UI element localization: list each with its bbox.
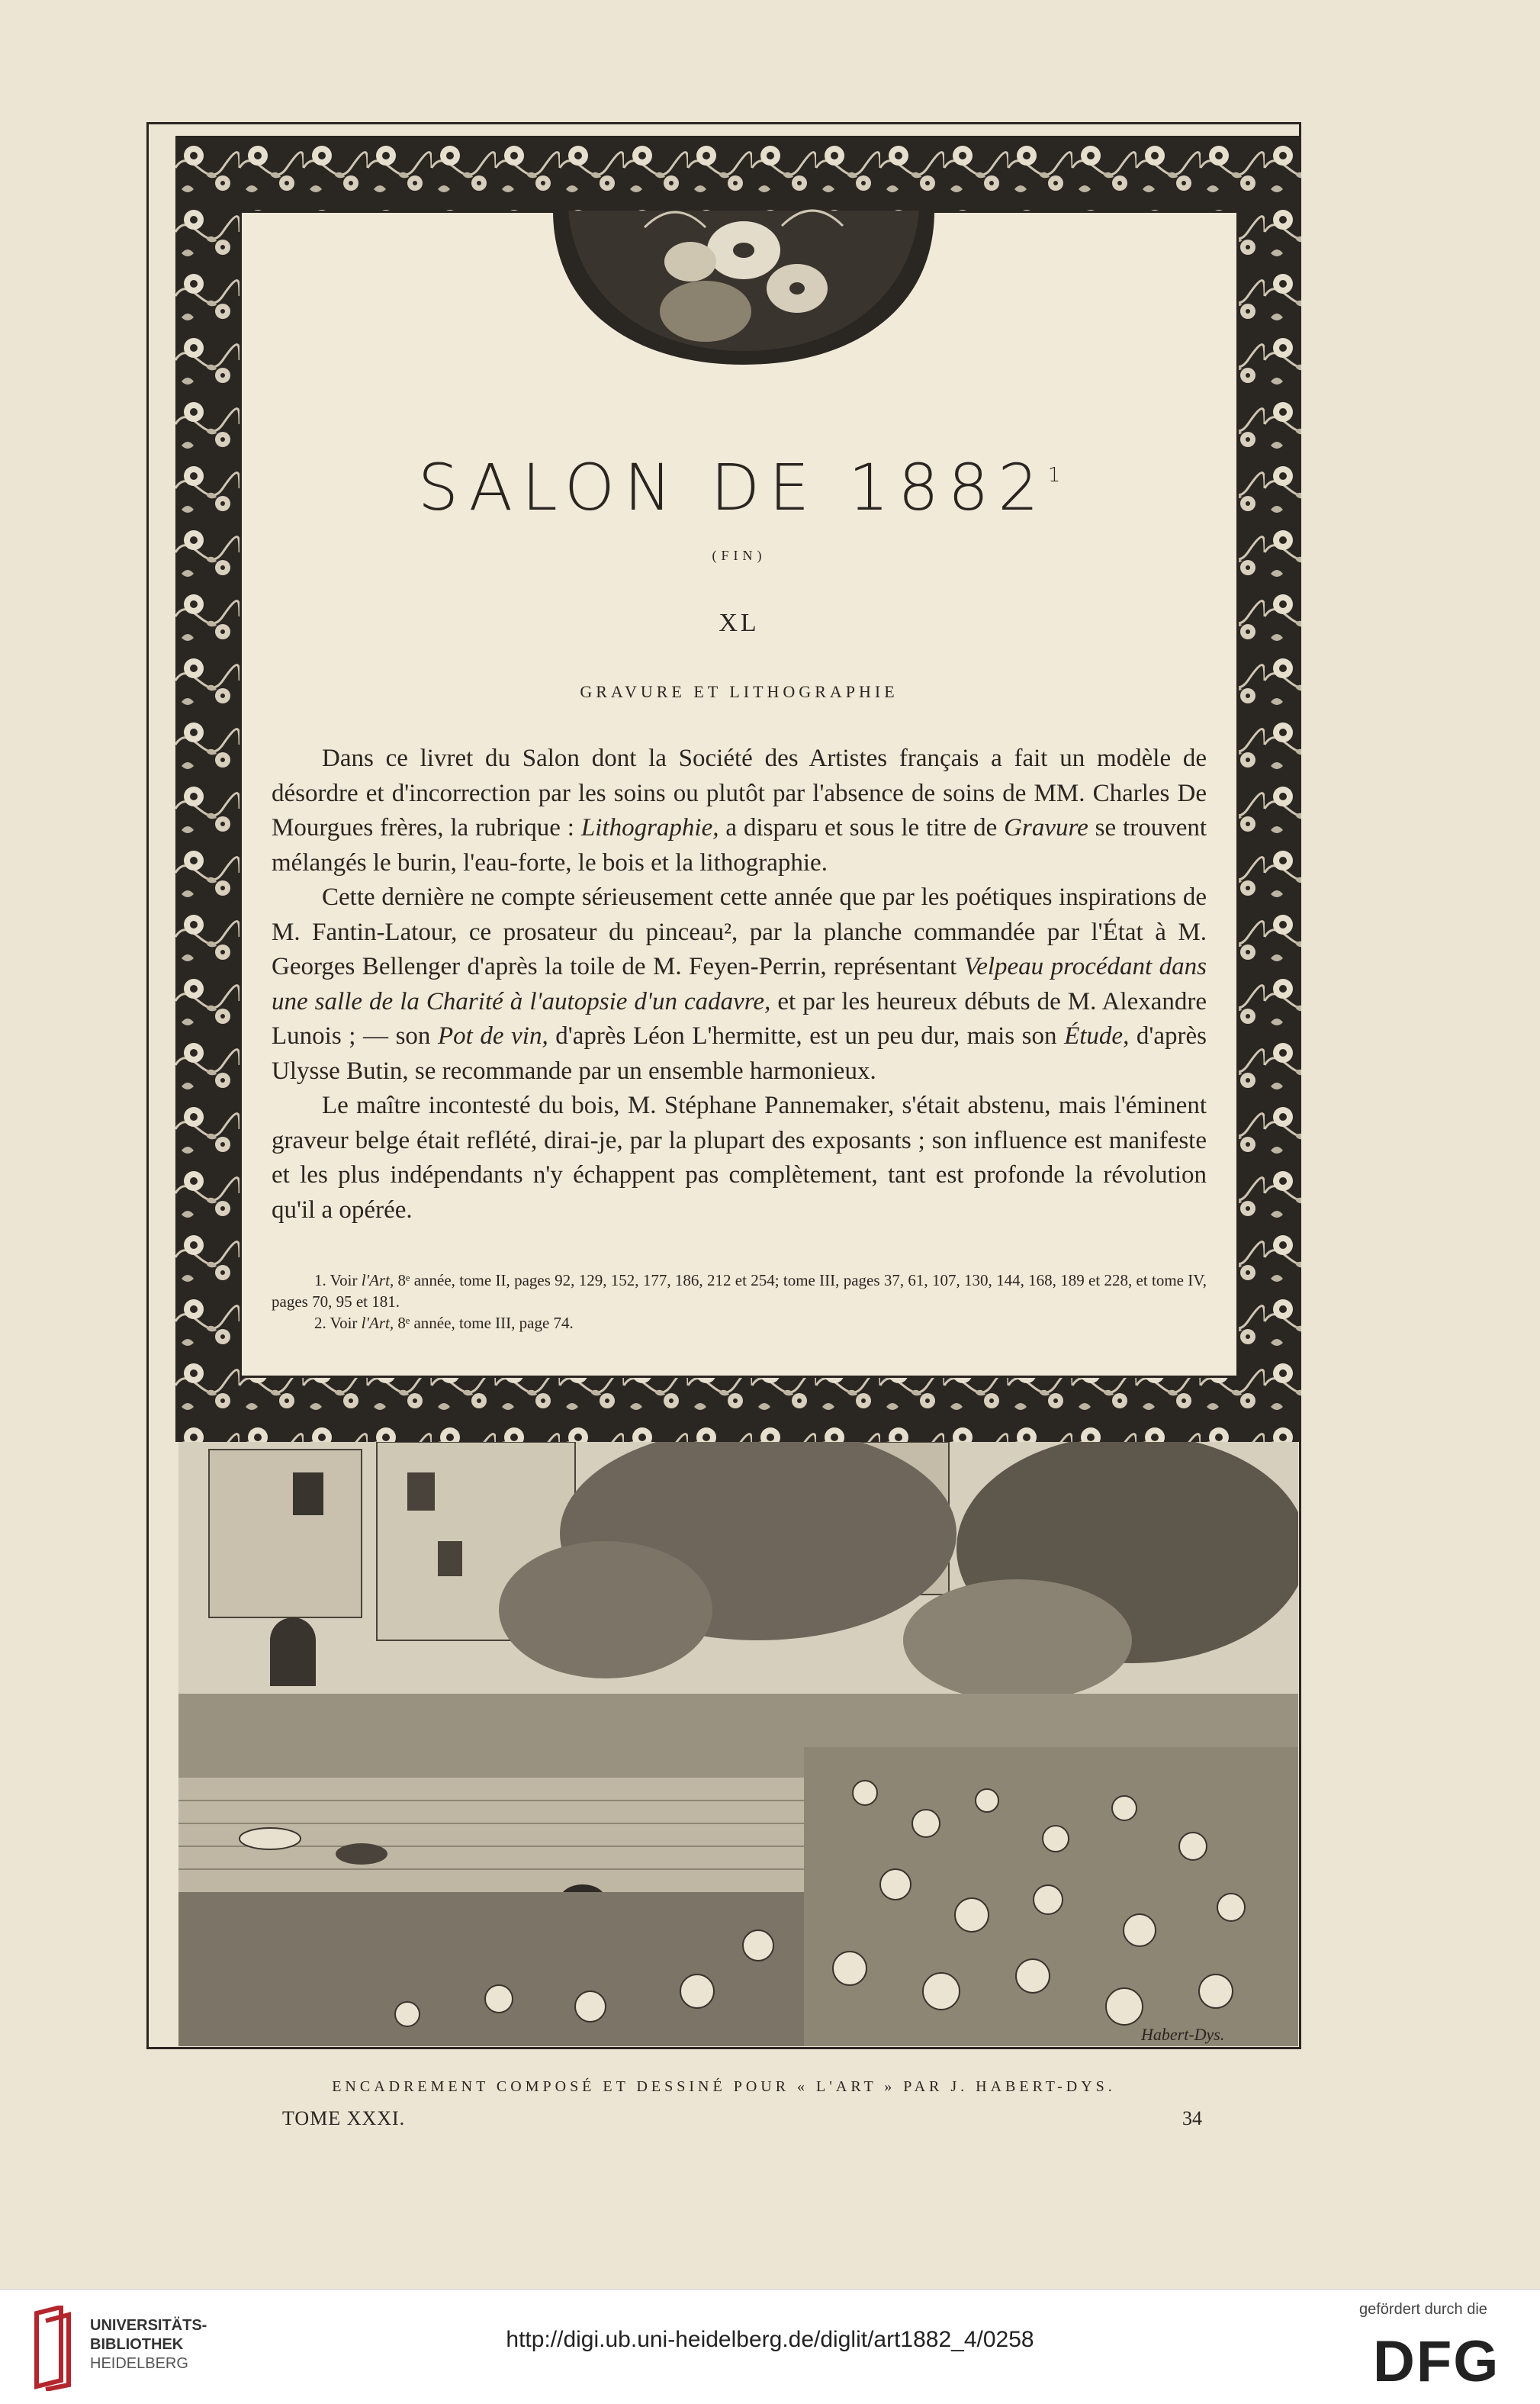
library-name-line-1: UNIVERSITÄTS- — [90, 2317, 207, 2334]
italic-run: l'Art, — [361, 1314, 394, 1332]
flower-bouquet-icon — [553, 136, 934, 365]
italic-run: Étude, — [1064, 1022, 1130, 1050]
chapter-number: XL — [719, 609, 760, 637]
italic-run: Velpeau procédant dans une salle de la Charité à l'autopsie d'un cadavre, — [272, 953, 1207, 1015]
paragraph-2: Cette dernière ne compte sérieusement cette année que par les poétiques inspirations de M. Fantin-Latour, ce prosateur du pinceau², par la planche commandée par l'État à M. Georges Bellenger d'après la toile de M. Feyen-Perrin, représentant Velpeau procédant dans une salle de la Charité à l'autopsie d'un cadavre, et par les heureux débuts de M. Alexandre Lunois ; — son Pot de vin, d'après Léon L'hermitte, est un peu dur, mais son Étude, d'après Ulysse Butin, se recommande par un ensemble harmonieux. — [272, 883, 1207, 1085]
library-name-line-3: HEIDELBERG — [90, 2355, 188, 2372]
footnote-2: 2. Voir l'Art, 8ᵉ année, tome III, page 74. — [314, 1314, 574, 1332]
section-heading: GRAVURE ET LITHOGRAPHIE — [580, 682, 899, 701]
subtitle-fin: (FIN) — [712, 548, 767, 563]
italic-run: Gravure — [1004, 814, 1088, 842]
italic-run: Lithographie, — [580, 814, 719, 842]
dfg-logo[interactable]: DFG — [1373, 2329, 1500, 2394]
title-footnote-ref: 1 — [1047, 464, 1061, 487]
italic-run: l'Art, — [361, 1271, 394, 1289]
library-name-line-2: BIBLIOTHEK — [90, 2336, 184, 2353]
paragraph-1: Dans ce livret du Salon dont la Société des Artistes français a fait un modèle de désordre et d'incorrection par les soins ou plutôt par l'absence de soins de MM. Charles De Mourgues frères, la rubrique : Lithographie, a disparu et sous le titre de Gravure se trouvent mélangés le burin, l'eau-forte, le bois et la lithographie. — [272, 745, 1207, 877]
funding-label: gefördert durch die — [1359, 2301, 1487, 2318]
engraving-signature: Habert-Dys. — [1141, 2025, 1225, 2044]
footnote-1: 1. Voir l'Art, 8ᵉ année, tome II, pages 92, 129, 152, 177, 186, 212 et 254; tome III, pages 37, 61, 107, 130, 144, 168, 189 et 228, et tome IV, pages 70, 95 et 181. — [272, 1271, 1207, 1311]
page-number: 34 — [1182, 2107, 1202, 2129]
figure-caption: ENCADREMENT COMPOSÉ ET DESSINÉ POUR « L'ART » PAR J. HABERT-DYS. — [332, 2078, 1116, 2095]
pond-landscape-illustration — [178, 1442, 1298, 2046]
page-title: SALON DE 1882$^1$ — [417, 450, 1061, 525]
volume-label: TOME XXXI. — [282, 2107, 406, 2129]
permalink-url[interactable]: http://digi.ub.uni-heidelberg.de/diglit/art1882_4/0258 — [506, 2327, 1034, 2352]
top-medallion-ornament — [553, 136, 934, 365]
paragraph-3: Le maître incontesté du bois, M. Stéphane Pannemaker, s'était abstenu, mais l'éminent graveur belge était reflété, dirai-je, par la plupart des exposants ; son influence est manifeste et les plus indépendants n'y échappent pas complètement, tant est profonde la révolution qu'il a opérée. — [272, 1092, 1207, 1224]
article-body — [272, 742, 1207, 1228]
footnotes — [272, 1270, 1207, 1334]
landscape-engraving — [178, 1442, 1298, 2046]
italic-run: Pot de vin, — [438, 1022, 548, 1050]
